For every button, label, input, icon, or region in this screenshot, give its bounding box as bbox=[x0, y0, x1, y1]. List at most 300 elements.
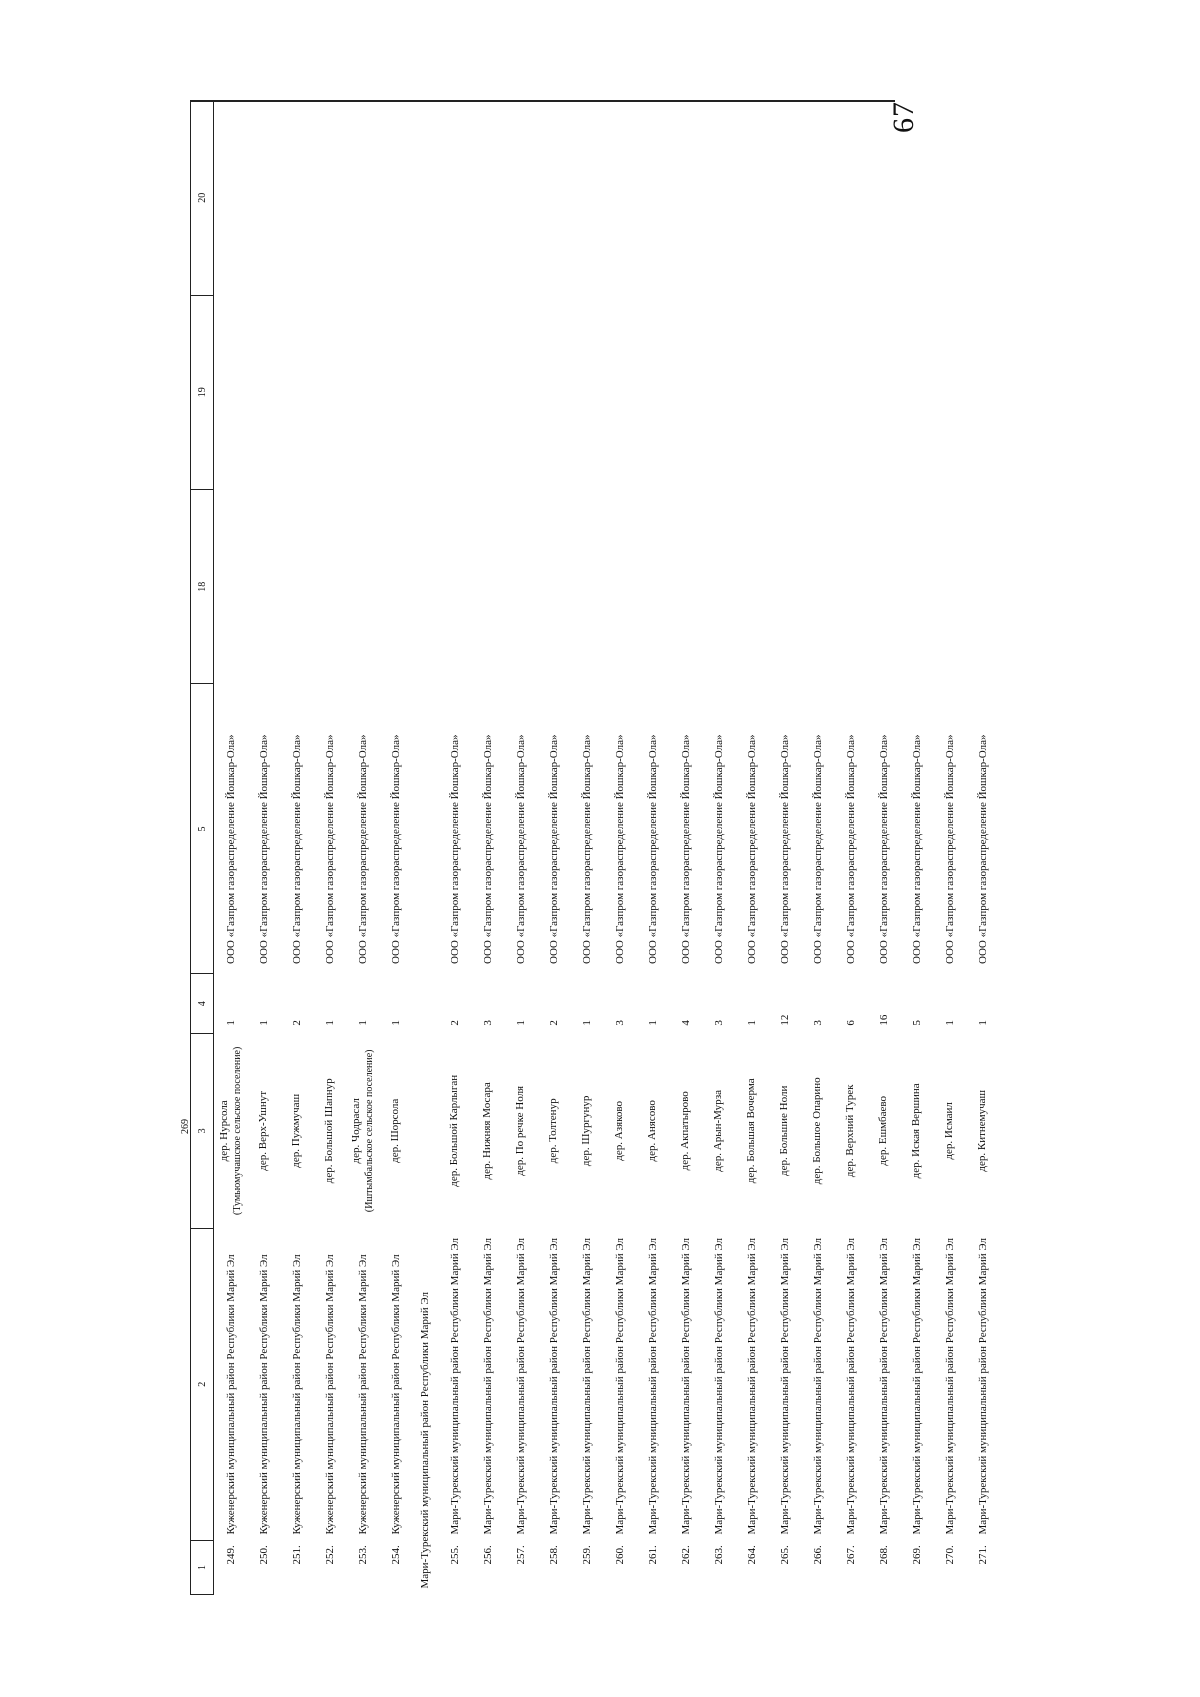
col-19-cell bbox=[438, 295, 471, 489]
col-19-cell bbox=[603, 295, 636, 489]
locality-cell bbox=[933, 1034, 966, 1228]
header-col-18: 18 bbox=[191, 490, 214, 684]
operator-cell-text: ООО «Газпром газораспределение Йошкар-Ола» bbox=[547, 734, 560, 964]
district-cell-text: Куженерский муниципальный район Республики Марий Эл bbox=[257, 1254, 270, 1535]
locality-cell-text: дер. Толтенур bbox=[547, 1098, 559, 1164]
operator-cell-text: ООО «Газпром газораспределение Йошкар-Ола» bbox=[778, 734, 791, 964]
table-row bbox=[735, 101, 768, 1595]
row-number-text: 254. bbox=[389, 1545, 402, 1565]
row-number bbox=[768, 1541, 801, 1595]
col-18-cell bbox=[933, 490, 966, 684]
table-row bbox=[933, 101, 966, 1595]
count-cell bbox=[247, 974, 280, 1034]
count-cell-text: 3 bbox=[712, 1020, 725, 1026]
table-row bbox=[471, 101, 504, 1595]
col-20-cell bbox=[214, 101, 248, 296]
district-cell bbox=[471, 1228, 504, 1541]
row-number bbox=[900, 1541, 933, 1595]
count-cell bbox=[346, 974, 379, 1034]
row-number bbox=[735, 1541, 768, 1595]
col-18-cell bbox=[280, 490, 313, 684]
col-18-cell bbox=[570, 490, 603, 684]
table-row bbox=[280, 101, 313, 1595]
col-19-cell bbox=[966, 295, 999, 489]
row-number bbox=[966, 1541, 999, 1595]
row-number-text: 264. bbox=[745, 1545, 758, 1565]
district-cell-text: Мари-Турекский муниципальный район Республики Марий Эл bbox=[844, 1238, 857, 1535]
locality-cell bbox=[768, 1034, 801, 1228]
row-number bbox=[537, 1541, 570, 1595]
count-cell bbox=[471, 974, 504, 1034]
locality-cell bbox=[603, 1034, 636, 1228]
col-20-cell bbox=[280, 101, 313, 296]
operator-cell-text: ООО «Газпром газораспределение Йошкар-Ола» bbox=[811, 734, 824, 964]
operator-cell-text: ООО «Газпром газораспределение Йошкар-Ола» bbox=[257, 734, 270, 964]
count-cell-text: 1 bbox=[356, 1020, 369, 1026]
col-20-cell bbox=[900, 101, 933, 296]
col-18-cell bbox=[313, 490, 346, 684]
col-20-cell bbox=[379, 101, 412, 296]
count-cell bbox=[570, 974, 603, 1034]
district-cell-text: Мари-Турекский муниципальный район Республики Марий Эл bbox=[877, 1238, 890, 1535]
district-cell-text: Мари-Турекский муниципальный район Республики Марий Эл bbox=[778, 1238, 791, 1535]
col-20-cell bbox=[471, 101, 504, 296]
row-number-text: 259. bbox=[580, 1545, 593, 1565]
col-20-cell bbox=[768, 101, 801, 296]
col-20-cell bbox=[537, 101, 570, 296]
locality-cell bbox=[636, 1034, 669, 1228]
count-cell bbox=[214, 974, 248, 1034]
operator-cell-text: ООО «Газпром газораспределение Йошкар-Ола» bbox=[224, 734, 237, 964]
locality-cell bbox=[867, 1034, 900, 1228]
operator-cell-text: ООО «Газпром газораспределение Йошкар-Ола» bbox=[679, 734, 692, 964]
district-cell bbox=[570, 1228, 603, 1541]
operator-cell bbox=[636, 684, 669, 974]
header-row bbox=[191, 101, 214, 1595]
operator-cell bbox=[669, 684, 702, 974]
row-number bbox=[636, 1541, 669, 1595]
count-cell-text: 3 bbox=[811, 1020, 824, 1026]
operator-cell bbox=[900, 684, 933, 974]
count-cell bbox=[504, 974, 537, 1034]
row-number-text: 271. bbox=[976, 1545, 989, 1565]
col-19-cell bbox=[669, 295, 702, 489]
locality-cell bbox=[247, 1034, 280, 1228]
operator-cell bbox=[933, 684, 966, 974]
col-18-cell bbox=[537, 490, 570, 684]
col-18-cell bbox=[735, 490, 768, 684]
district-cell bbox=[504, 1228, 537, 1541]
count-cell bbox=[900, 974, 933, 1034]
row-number bbox=[346, 1541, 379, 1595]
operator-cell-text: ООО «Газпром газораспределение Йошкар-Ола» bbox=[290, 734, 303, 964]
count-cell-text: 2 bbox=[547, 1020, 560, 1026]
operator-cell bbox=[247, 684, 280, 974]
table-row bbox=[669, 101, 702, 1595]
page-number: 67 bbox=[887, 101, 920, 133]
operator-cell bbox=[214, 684, 248, 974]
row-number bbox=[603, 1541, 636, 1595]
locality-cell bbox=[966, 1034, 999, 1228]
table-body-kuzhener bbox=[214, 101, 413, 1595]
locality-cell-text: дер. Анясово bbox=[646, 1100, 658, 1162]
col-18-cell bbox=[214, 490, 248, 684]
table-row bbox=[247, 101, 280, 1595]
district-cell bbox=[247, 1228, 280, 1541]
col-19-cell bbox=[346, 295, 379, 489]
table-row bbox=[214, 101, 248, 1595]
district-cell-text: Мари-Турекский муниципальный район Республики Марий Эл bbox=[514, 1238, 527, 1535]
locality-cell-text: дер. Исмаил bbox=[943, 1102, 955, 1160]
col-18-cell bbox=[379, 490, 412, 684]
operator-cell bbox=[346, 684, 379, 974]
col-20-cell bbox=[867, 101, 900, 296]
col-18-cell bbox=[768, 490, 801, 684]
table-row bbox=[900, 101, 933, 1595]
locality-settlement-text: (Иштымбальское сельское поселение) bbox=[363, 1049, 375, 1213]
locality-cell bbox=[735, 1034, 768, 1228]
table-row bbox=[379, 101, 412, 1595]
col-18-cell bbox=[346, 490, 379, 684]
count-cell-text: 1 bbox=[976, 1020, 989, 1026]
operator-cell-text: ООО «Газпром газораспределение Йошкар-Ола» bbox=[448, 734, 461, 964]
locality-cell-text: дер. Пужмучаш bbox=[290, 1093, 302, 1168]
col-18-cell bbox=[504, 490, 537, 684]
count-cell-text: 1 bbox=[389, 1020, 402, 1026]
row-number-text: 249. bbox=[224, 1545, 237, 1565]
count-cell bbox=[834, 974, 867, 1034]
col-20-cell bbox=[669, 101, 702, 296]
locality-cell-text: дер. Ешмбаево bbox=[877, 1096, 889, 1166]
rotated-table-container bbox=[180, 100, 989, 1595]
header-col-19: 19 bbox=[191, 295, 214, 489]
col-19-cell bbox=[214, 295, 248, 489]
row-number-text: 270. bbox=[943, 1545, 956, 1565]
district-cell bbox=[379, 1228, 412, 1541]
row-number-text: 250. bbox=[257, 1545, 270, 1565]
count-cell-text: 4 bbox=[679, 1020, 692, 1026]
row-number-text: 269. bbox=[910, 1545, 923, 1565]
locality-cell-text: дер. Акпатырово bbox=[679, 1091, 691, 1171]
locality-cell-text: дер. Китнемучаш bbox=[976, 1090, 988, 1172]
col-18-cell bbox=[900, 490, 933, 684]
operator-cell-text: ООО «Газпром газораспределение Йошкар-Ола» bbox=[943, 734, 956, 964]
col-19-cell bbox=[702, 295, 735, 489]
district-cell bbox=[669, 1228, 702, 1541]
operator-cell bbox=[471, 684, 504, 974]
count-cell bbox=[313, 974, 346, 1034]
operator-cell-text: ООО «Газпром газораспределение Йошкар-Ола» bbox=[646, 734, 659, 964]
row-number-text: 255. bbox=[448, 1545, 461, 1565]
district-cell-text: Мари-Турекский муниципальный район Республики Марий Эл bbox=[811, 1238, 824, 1535]
district-cell-text: Мари-Турекский муниципальный район Республики Марий Эл bbox=[547, 1238, 560, 1535]
col-20-cell bbox=[603, 101, 636, 296]
col-19-cell bbox=[933, 295, 966, 489]
district-cell bbox=[702, 1228, 735, 1541]
col-18-cell bbox=[702, 490, 735, 684]
count-cell bbox=[867, 974, 900, 1034]
col-20-cell bbox=[933, 101, 966, 296]
count-cell bbox=[966, 974, 999, 1034]
row-number bbox=[867, 1541, 900, 1595]
count-cell-text: 1 bbox=[646, 1020, 659, 1026]
locality-cell-text: дер. Большой Шапнур bbox=[323, 1078, 335, 1184]
operator-cell-text: ООО «Газпром газораспределение Йошкар-Ола» bbox=[481, 734, 494, 964]
locality-cell bbox=[504, 1034, 537, 1228]
locality-cell-text: дер. Верхний Турек bbox=[844, 1084, 856, 1178]
count-cell-text: 1 bbox=[745, 1020, 758, 1026]
district-cell bbox=[801, 1228, 834, 1541]
row-number bbox=[214, 1541, 248, 1595]
count-cell-text: 12 bbox=[778, 1014, 791, 1026]
district-cell bbox=[603, 1228, 636, 1541]
table-row bbox=[702, 101, 735, 1595]
header-col-20: 20 bbox=[191, 101, 214, 296]
col-19-cell bbox=[570, 295, 603, 489]
col-20-cell bbox=[801, 101, 834, 296]
header-col-5: 5 bbox=[191, 684, 214, 974]
district-cell-text: Куженерский муниципальный район Республики Марий Эл bbox=[224, 1254, 237, 1535]
operator-cell bbox=[603, 684, 636, 974]
locality-cell-text: дер. Большой Карлыган bbox=[448, 1074, 460, 1187]
col-19-cell bbox=[900, 295, 933, 489]
table-row bbox=[603, 101, 636, 1595]
table-row bbox=[801, 101, 834, 1595]
locality-cell-text: дер. Шорсола bbox=[389, 1098, 401, 1163]
col-20-cell bbox=[702, 101, 735, 296]
col-18-cell bbox=[247, 490, 280, 684]
col-20-cell bbox=[313, 101, 346, 296]
count-cell-text: 1 bbox=[224, 1020, 237, 1026]
locality-cell bbox=[379, 1034, 412, 1228]
locality-cell-text: дер. Азяково bbox=[613, 1100, 625, 1161]
district-cell-text: Мари-Турекский муниципальный район Республики Марий Эл bbox=[613, 1238, 626, 1535]
locality-cell bbox=[900, 1034, 933, 1228]
district-cell-text: Мари-Турекский муниципальный район Республики Марий Эл bbox=[745, 1238, 758, 1535]
operator-cell-text: ООО «Газпром газораспределение Йошкар-Ола» bbox=[844, 734, 857, 964]
col-19-cell bbox=[247, 295, 280, 489]
table-row bbox=[438, 101, 471, 1595]
header-col-1: 1 bbox=[191, 1541, 214, 1595]
col-19-cell bbox=[801, 295, 834, 489]
district-cell-text: Мари-Турекский муниципальный район Республики Марий Эл bbox=[646, 1238, 659, 1535]
col-20-cell bbox=[834, 101, 867, 296]
district-cell bbox=[735, 1228, 768, 1541]
locality-cell bbox=[537, 1034, 570, 1228]
locality-cell bbox=[214, 1034, 248, 1228]
row-number bbox=[933, 1541, 966, 1595]
row-number-text: 252. bbox=[323, 1545, 336, 1565]
operator-cell-text: ООО «Газпром газораспределение Йошкар-Ола» bbox=[323, 734, 336, 964]
operator-cell bbox=[570, 684, 603, 974]
col-20-cell bbox=[247, 101, 280, 296]
count-cell bbox=[669, 974, 702, 1034]
count-cell-text: 1 bbox=[257, 1020, 270, 1026]
count-cell bbox=[801, 974, 834, 1034]
col-19-cell bbox=[471, 295, 504, 489]
count-cell-text: 2 bbox=[448, 1020, 461, 1026]
district-cell bbox=[346, 1228, 379, 1541]
operator-cell-text: ООО «Газпром газораспределение Йошкар-Ола» bbox=[910, 734, 923, 964]
district-cell-text: Мари-Турекский муниципальный район Республики Марий Эл bbox=[679, 1238, 692, 1535]
count-cell bbox=[280, 974, 313, 1034]
operator-cell bbox=[735, 684, 768, 974]
locality-cell-text: дер. Большое Опарино bbox=[811, 1077, 823, 1185]
district-cell-text: Мари-Турекский муниципальный район Республики Марий Эл bbox=[712, 1238, 725, 1535]
operator-cell bbox=[966, 684, 999, 974]
district-cell bbox=[313, 1228, 346, 1541]
row-number-text: 263. bbox=[712, 1545, 725, 1565]
col-18-cell bbox=[669, 490, 702, 684]
operator-cell bbox=[379, 684, 412, 974]
row-number-text: 258. bbox=[547, 1545, 560, 1565]
row-number-text: 253. bbox=[356, 1545, 369, 1565]
count-cell-text: 16 bbox=[877, 1014, 890, 1026]
row-number-text: 261. bbox=[646, 1545, 659, 1565]
table-row bbox=[313, 101, 346, 1595]
count-cell bbox=[735, 974, 768, 1034]
locality-cell-text: дер. Чодрасал bbox=[349, 1098, 362, 1164]
header-col-4: 4 bbox=[191, 974, 214, 1034]
count-cell bbox=[702, 974, 735, 1034]
district-cell bbox=[438, 1228, 471, 1541]
locality-cell bbox=[438, 1034, 471, 1228]
district-cell bbox=[933, 1228, 966, 1541]
col-20-cell bbox=[570, 101, 603, 296]
table-row bbox=[768, 101, 801, 1595]
col-19-cell bbox=[735, 295, 768, 489]
locality-cell-text: дер. Шургунур bbox=[580, 1095, 592, 1167]
district-cell-text: Куженерский муниципальный район Республики Марий Эл bbox=[389, 1254, 402, 1535]
count-cell-text: 1 bbox=[514, 1020, 527, 1026]
count-cell-text: 6 bbox=[844, 1020, 857, 1026]
row-number bbox=[504, 1541, 537, 1595]
district-cell-text: Мари-Турекский муниципальный район Республики Марий Эл bbox=[580, 1238, 593, 1535]
row-number-text: 251. bbox=[290, 1545, 303, 1565]
locality-cell-text: дер. Арын-Мурза bbox=[712, 1089, 724, 1172]
operator-cell bbox=[834, 684, 867, 974]
operator-cell-text: ООО «Газпром газораспределение Йошкар-Ола» bbox=[580, 734, 593, 964]
locality-cell-text: дер. Нурсола bbox=[217, 1100, 230, 1162]
row-number bbox=[669, 1541, 702, 1595]
operator-cell bbox=[768, 684, 801, 974]
table-right-border bbox=[190, 100, 895, 110]
group-cell: Мари-Турекский муниципальный район Республики Марий Эл 269 bbox=[180, 1119, 431, 1589]
col-19-cell bbox=[504, 295, 537, 489]
district-cell bbox=[966, 1228, 999, 1541]
operator-cell-text: ООО «Газпром газораспределение Йошкар-Ола» bbox=[613, 734, 626, 964]
row-number bbox=[438, 1541, 471, 1595]
district-cell-text: Мари-Турекский муниципальный район Республики Марий Эл bbox=[481, 1238, 494, 1535]
row-number bbox=[834, 1541, 867, 1595]
district-cell bbox=[537, 1228, 570, 1541]
count-cell bbox=[768, 974, 801, 1034]
row-number-text: 266. bbox=[811, 1545, 824, 1565]
locality-cell bbox=[570, 1034, 603, 1228]
operator-cell bbox=[313, 684, 346, 974]
district-cell bbox=[768, 1228, 801, 1541]
row-number-text: 260. bbox=[613, 1545, 626, 1565]
district-cell-text: Мари-Турекский муниципальный район Республики Марий Эл bbox=[448, 1238, 461, 1535]
col-20-cell bbox=[438, 101, 471, 296]
count-cell bbox=[603, 974, 636, 1034]
district-cell bbox=[280, 1228, 313, 1541]
operator-cell-text: ООО «Газпром газораспределение Йошкар-Ола» bbox=[389, 734, 402, 964]
col-20-cell bbox=[346, 101, 379, 296]
operator-cell bbox=[537, 684, 570, 974]
count-cell-text: 1 bbox=[580, 1020, 593, 1026]
operator-cell-text: ООО «Газпром газораспределение Йошкар-Ола» bbox=[356, 734, 369, 964]
col-20-cell bbox=[636, 101, 669, 296]
operator-cell-text: ООО «Газпром газораспределение Йошкар-Ола» bbox=[745, 734, 758, 964]
row-number-text: 256. bbox=[481, 1545, 494, 1565]
operator-cell bbox=[801, 684, 834, 974]
col-18-cell bbox=[801, 490, 834, 684]
locality-cell-text: дер. По речке Ноля bbox=[514, 1085, 526, 1176]
count-cell-text: 1 bbox=[943, 1020, 956, 1026]
locality-cell-text: дер. Иская Вершина bbox=[910, 1083, 922, 1179]
col-19-cell bbox=[280, 295, 313, 489]
count-cell bbox=[438, 974, 471, 1034]
count-cell bbox=[379, 974, 412, 1034]
district-cell-text: Мари-Турекский муниципальный район Республики Марий Эл bbox=[910, 1238, 923, 1535]
operator-cell bbox=[867, 684, 900, 974]
row-number bbox=[471, 1541, 504, 1595]
locality-cell bbox=[280, 1034, 313, 1228]
locality-cell bbox=[471, 1034, 504, 1228]
operator-cell-text: ООО «Газпром газораспределение Йошкар-Ола» bbox=[976, 734, 989, 964]
count-cell-text: 2 bbox=[290, 1020, 303, 1026]
district-cell bbox=[214, 1228, 248, 1541]
group-row bbox=[412, 101, 438, 1595]
row-number bbox=[313, 1541, 346, 1595]
operator-cell-text: ООО «Газпром газораспределение Йошкар-Ола» bbox=[712, 734, 725, 964]
table-row bbox=[570, 101, 603, 1595]
district-cell bbox=[867, 1228, 900, 1541]
row-number bbox=[801, 1541, 834, 1595]
district-cell-text: Мари-Турекский муниципальный район Республики Марий Эл bbox=[943, 1238, 956, 1535]
locality-cell bbox=[834, 1034, 867, 1228]
table-row bbox=[966, 101, 999, 1595]
row-number bbox=[379, 1541, 412, 1595]
count-cell-text: 1 bbox=[323, 1020, 336, 1026]
district-cell-text: Куженерский муниципальный район Республики Марий Эл bbox=[290, 1254, 303, 1535]
count-cell bbox=[636, 974, 669, 1034]
col-18-cell bbox=[966, 490, 999, 684]
operator-cell bbox=[504, 684, 537, 974]
operator-cell bbox=[438, 684, 471, 974]
table-row bbox=[834, 101, 867, 1595]
locality-cell bbox=[313, 1034, 346, 1228]
count-cell-text: 3 bbox=[613, 1020, 626, 1026]
col-18-cell bbox=[867, 490, 900, 684]
locality-cell-text: дер. Большие Ноли bbox=[778, 1085, 790, 1176]
locality-cell-text: дер. Большая Вочерма bbox=[745, 1078, 757, 1184]
count-cell bbox=[933, 974, 966, 1034]
count-cell bbox=[537, 974, 570, 1034]
operator-cell-text: ООО «Газпром газораспределение Йошкар-Ола» bbox=[514, 734, 527, 964]
col-20-cell bbox=[735, 101, 768, 296]
district-cell bbox=[900, 1228, 933, 1541]
col-19-cell bbox=[537, 295, 570, 489]
row-number bbox=[570, 1541, 603, 1595]
col-19-cell bbox=[636, 295, 669, 489]
table-row bbox=[504, 101, 537, 1595]
col-18-cell bbox=[603, 490, 636, 684]
locality-cell bbox=[669, 1034, 702, 1228]
locality-cell bbox=[346, 1034, 379, 1228]
operator-cell bbox=[702, 684, 735, 974]
